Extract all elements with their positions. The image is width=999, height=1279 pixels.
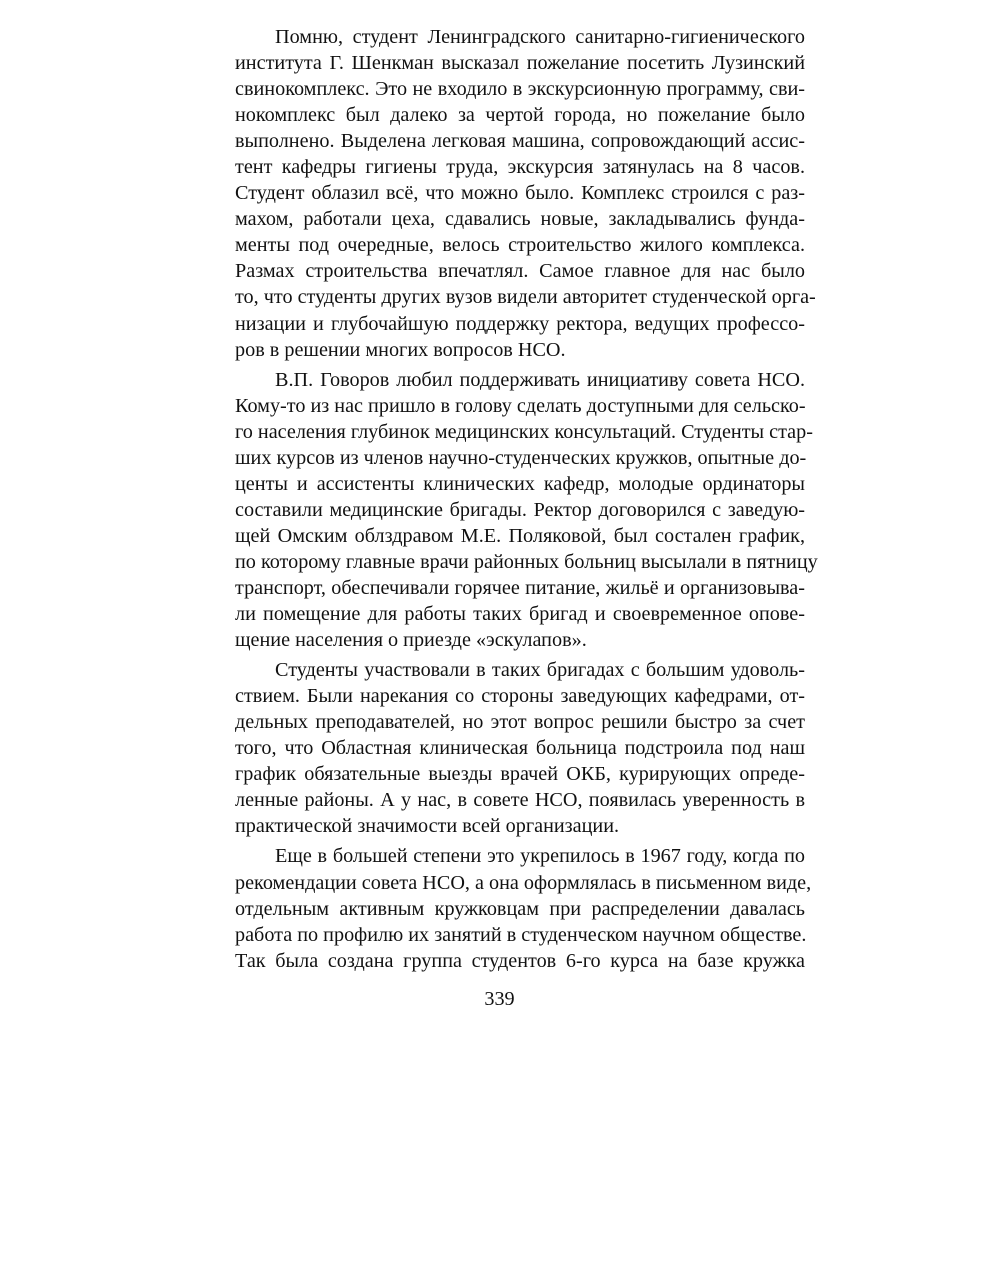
text-line: свинокомплекс. Это не входило в экскурсионную программу, сви- (235, 78, 805, 101)
text-line: Так была создана группа студентов 6-го курса на базе кружка (235, 949, 805, 972)
text-line: низации и глубочайшую поддержку ректора, ведущих профессо- (235, 312, 805, 335)
text-line: практической значимости всей организации. (235, 815, 620, 838)
text-line: Студенты участвовали в таких бригадах с большим удоволь- (275, 659, 805, 682)
text-line: график обязательные выезды врачей ОКБ, курирующих опреде- (235, 763, 805, 786)
text-line: Кому-то из нас пришло в голову сделать доступными для сельско- (235, 394, 806, 417)
text-line: менты под очередные, велось строительство жилого комплекса. (235, 234, 805, 257)
text-line: работа по профилю их занятий в студенческом научном обществе. (235, 923, 807, 946)
text-line: ствием. Были нарекания со стороны заведующих кафедрами, от- (235, 685, 805, 708)
paragraph-4 (195, 843, 812, 973)
text-line: нокомплекс был далеко за чертой города, но пожелание было (235, 104, 805, 127)
text-line: выполнено. Выделена легковая машина, сопровождающий ассис- (235, 130, 805, 153)
text-line: центы и ассистенты клинических кафедр, молодые ординаторы (235, 472, 805, 495)
text-line: Размах строительства впечатлял. Самое главное для нас было (235, 260, 805, 283)
text-line: Помню, студент Ленинградского санитарно-гигиенического (275, 26, 805, 48)
paragraph-3 (195, 657, 805, 839)
text-line: отдельным активным кружковцам при распределении давалась (235, 897, 805, 920)
text-line: ров в решении многих вопросов НСО. (235, 338, 566, 361)
text-line: ли помещение для работы таких бригад и своевременное опове- (235, 603, 805, 626)
text-line: щение населения о приезде «эскулапов». (235, 629, 587, 652)
text-line: института Г. Шенкман высказал пожелание посетить Лузинский (235, 52, 805, 75)
text-line: Студент облазил всё, что можно было. Комплекс строился с раз- (235, 182, 805, 205)
text-line: ших курсов из членов научно-студенческих кружков, опытные до- (235, 446, 807, 469)
text-line: щей Омским облздравом М.Е. Поляковой, был состален график, (235, 524, 805, 547)
text-line: В.П. Говоров любил поддерживать инициативу совета НСО. (275, 368, 805, 391)
text-line: по которому главные врачи районных больниц высылали в пятницу (235, 550, 818, 573)
text-line: того, что Областная клиническая больница подстроила под наш (235, 737, 805, 760)
text-line: тент кафедры гигиены труда, экскурсия затянулась на 8 часов. (235, 156, 805, 179)
text-line: махом, работали цеха, сдавались новые, закладывались фунда- (235, 208, 805, 231)
body-text (195, 24, 818, 978)
text-line: то, что студенты других вузов видели авторитет студенческой орга- (235, 286, 816, 309)
text-line: составили медицинские бригады. Ректор договорился с заведую- (235, 498, 805, 521)
paragraph-2 (195, 367, 818, 654)
text-line: дельных преподавателей, но этот вопрос решили быстро за счет (235, 711, 805, 734)
text-line: го населения глубинок медицинских консультаций. Студенты стар- (235, 420, 813, 443)
text-line: транспорт, обеспечивали горячее питание, жильё и организовыва- (235, 576, 805, 599)
text-line: рекомендации совета НСО, а она оформлялась в письменном виде, (235, 871, 812, 894)
page-number: 339 (484, 988, 515, 1010)
text-line: Еще в большей степени это укрепилось в 1967 году, когда по (275, 845, 805, 868)
text-line: ленные районы. А у нас, в совете НСО, появилась уверенность в (235, 789, 805, 812)
paragraph-1 (195, 24, 816, 363)
